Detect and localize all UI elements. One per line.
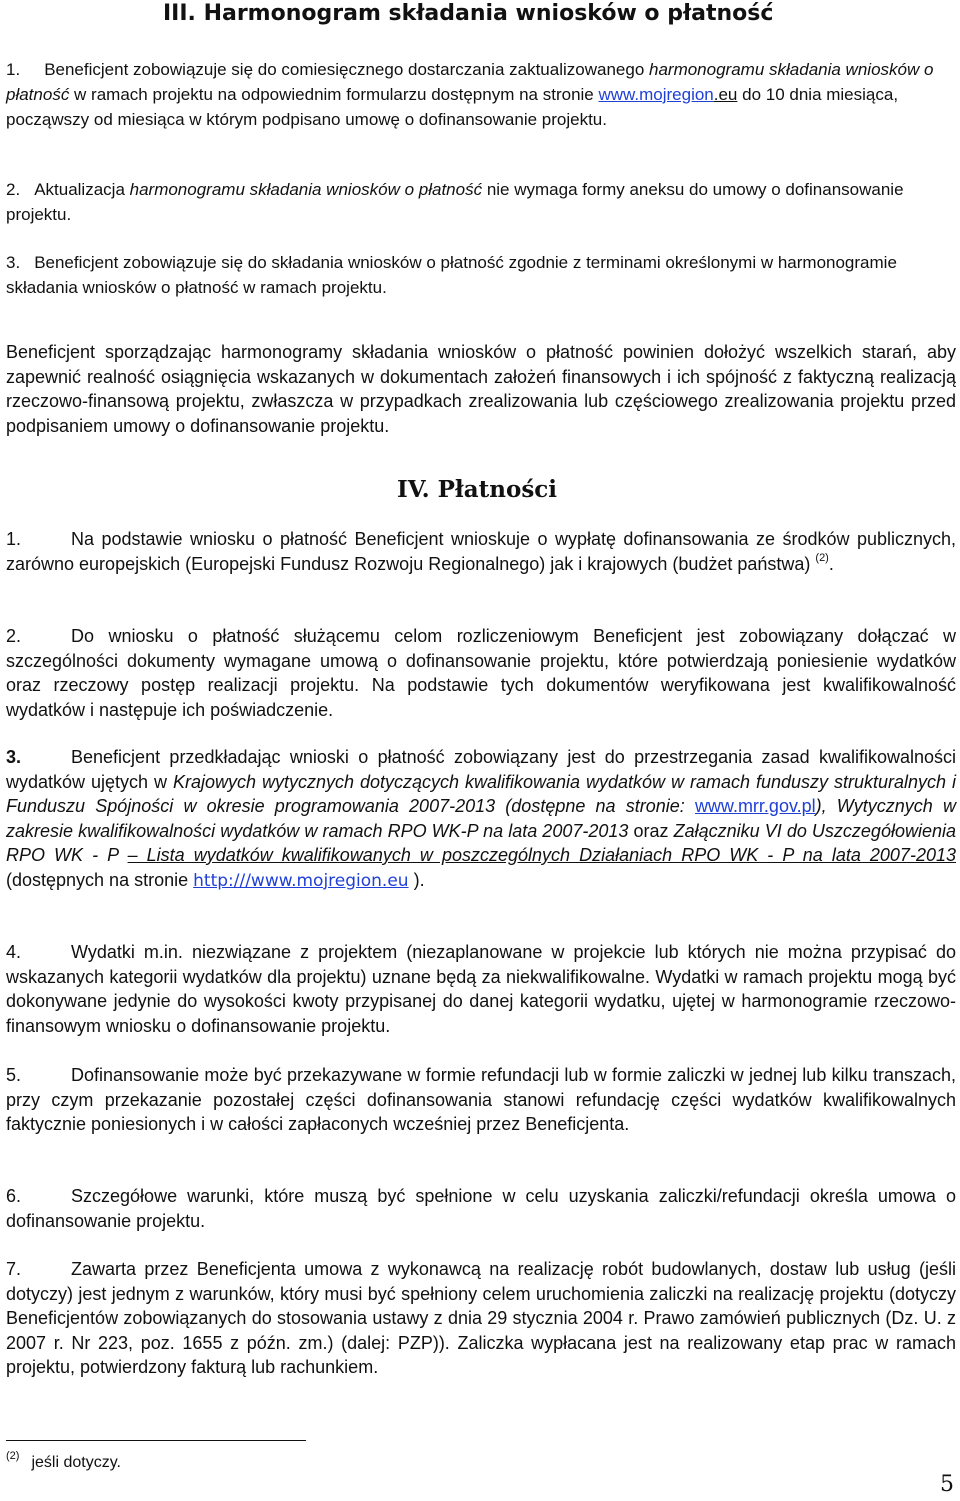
platnosci-item-2: 2. Do wniosku o płatność służącemu celom rozliczeniowym Beneficjent jest zobowiązany dołączać w szczególności dokumenty wymagane umową o dofinansowanie projektu, które potwierdzają poniesienie wydatków oraz rzeczowy postęp realizacji projektu. Na podstawie tych dokumentów weryfikowana jest kwalifikowalność wydatków i następuje ich poświadczenie. <box>6 626 956 720</box>
footnote-divider <box>6 1440 306 1441</box>
section-heading-harmonogram: III. Harmonogram składania wniosków o płatność <box>163 1 774 26</box>
mojregion-link[interactable]: www.mojregion <box>598 85 714 104</box>
mrr-link[interactable]: www.mrr.gov.pl <box>694 796 816 816</box>
footnote <box>6 1450 121 1476</box>
harmonogram-paragraph: Beneficjent sporządzając harmonogramy składania wniosków o płatność powinien dołożyć wszelkich starań, aby zapewnić realność osiągnięcia wskazanych w dokumentach założeń finansowych i ich spójność z faktyczną realizacją rzeczowo-finansową projektu, zwłaszcza w przypadkach zrealizowania lub częściowego zrealizowania projektu przed podpisaniem umowy o dofinansowanie projektu. <box>6 342 956 436</box>
harmonogram-item-3: 3. Beneficjent zobowiązuje się do składania wniosków o płatność zgodnie z terminami określonymi w harmonogramie składania wniosków o płatność w ramach projektu. <box>6 253 897 297</box>
item-number: 5. <box>6 1065 22 1085</box>
footnote-mark: (2) <box>6 1449 20 1462</box>
item-number: 6. <box>6 1186 22 1206</box>
platnosci-item-6: 6. Szczegółowe warunki, które muszą być spełnione w celu uzyskania zaliczki/refundacji określa umowa o dofinansowanie projektu. <box>6 1186 956 1231</box>
footnote-ref: (2) <box>815 551 829 564</box>
platnosci-item-3: 3. Beneficjent przedkładając wnioski o płatność zobowiązany jest do przestrzegania zasad kwalifikowalności wydatków ujętych w Krajowych wytycznych dotyczących kwalifikowania wydatków w ramach funduszy strukturalnych i Funduszu Spójności w okresie programowania 2007-2013 (dostępne na stronie: www.mrr.gov.pl), Wytycznych w zakresie kwalifikowalności wydatków w ramach RPO WK-P na lata 2007-2013 oraz Załączniku VI do Uszczegółowienia RPO WK - P – Lista wydatków kwalifikowanych w poszczególnych Działaniach RPO WK - P na lata 2007-2013 (dostępnych na stronie http:///www.mojregion.eu ). <box>6 747 956 891</box>
platnosci-item-7: 7. Zawarta przez Beneficjenta umowa z wykonawcą na realizację robót budowlanych, dostaw lub usług (jeśli dotyczy) jest jednym z warunków, który musi być spełniony celem uruchomienia zaliczki na realizację projektu (dotyczy Beneficjentów zobowiązanych do stosowania ustawy z dnia 29 stycznia 2004 r. Prawo zamówień publicznych (Dz. U. z 2007 r. Nr 223, poz. 1655 z późn. zm.) (dalej: PZP)). Zaliczka wypłacana jest na realizowany etap prac w ramach projektu, potwierdzony fakturą lub rachunkiem. <box>6 1259 956 1377</box>
platnosci-item-4: 4. Wydatki m.in. niezwiązane z projektem (niezaplanowane w projekcie lub których nie można przypisać do wskazanych kategorii wydatków dla projektu) uznane będą za niekwalifikowalne. Wydatki w ramach projektu mogą być dokonywane jedynie do wysokości kwoty przypisanej do danej kategorii wydatku, ujętej w harmonogramie rzeczowo-finansowym wniosku o dofinansowanie projektu. <box>6 942 956 1036</box>
harmonogram-item-1: 1. Beneficjent zobowiązuje się do comiesięcznego dostarczania zaktualizowanego harmonogramu składania wniosków o płatność w ramach projektu na odpowiednim formularzu dostępnym na stronie www.mojregion.eu do 10 dnia miesiąca, począwszy od miesiąca w którym podpisano umowę o dofinansowanie projektu. <box>6 60 934 129</box>
platnosci-item-1: 1. Na podstawie wniosku o płatność Beneficjent wnioskuje o wypłatę dofinansowania ze środków publicznych, zarówno europejskich (Europejski Fundusz Rozwoju Regionalnego) jak i krajowych (budżet państwa) $^{(2)}$. <box>6 529 956 574</box>
harmonogram-item-2: 2. Aktualizacja harmonogramu składania wniosków o płatność nie wymaga formy aneksu do umowy o dofinansowanie projektu. <box>6 180 904 224</box>
page-number: 5 <box>940 1472 954 1497</box>
section-heading-platnosci: IV. Płatności <box>397 476 558 503</box>
item-number: 7. <box>6 1259 22 1279</box>
item-number: 2. <box>6 180 21 199</box>
item-number: 3. <box>6 747 22 767</box>
item-number: 2. <box>6 626 22 646</box>
platnosci-item-5: 5. Dofinansowanie może być przekazywane w formie refundacji lub w formie zaliczki w jednej lub kilku transzach, przy czym przekazanie pozostałej części dofinansowania stanowi refundację części wydatków kwalifikowalnych faktycznie poniesionych i w całości zapłaconych wcześniej przez Beneficjenta. <box>6 1065 956 1134</box>
item-number: 1. <box>6 529 22 549</box>
item-number: 4. <box>6 942 22 962</box>
item-number: 3. <box>6 253 21 272</box>
item-number: 1. <box>6 60 21 79</box>
footnote-text: jeśli dotyczy. <box>31 1454 121 1471</box>
mojregion-full-link[interactable]: http:///www.mojregion.eu <box>193 870 409 891</box>
mojregion-link-suffix[interactable]: .eu <box>713 85 738 104</box>
